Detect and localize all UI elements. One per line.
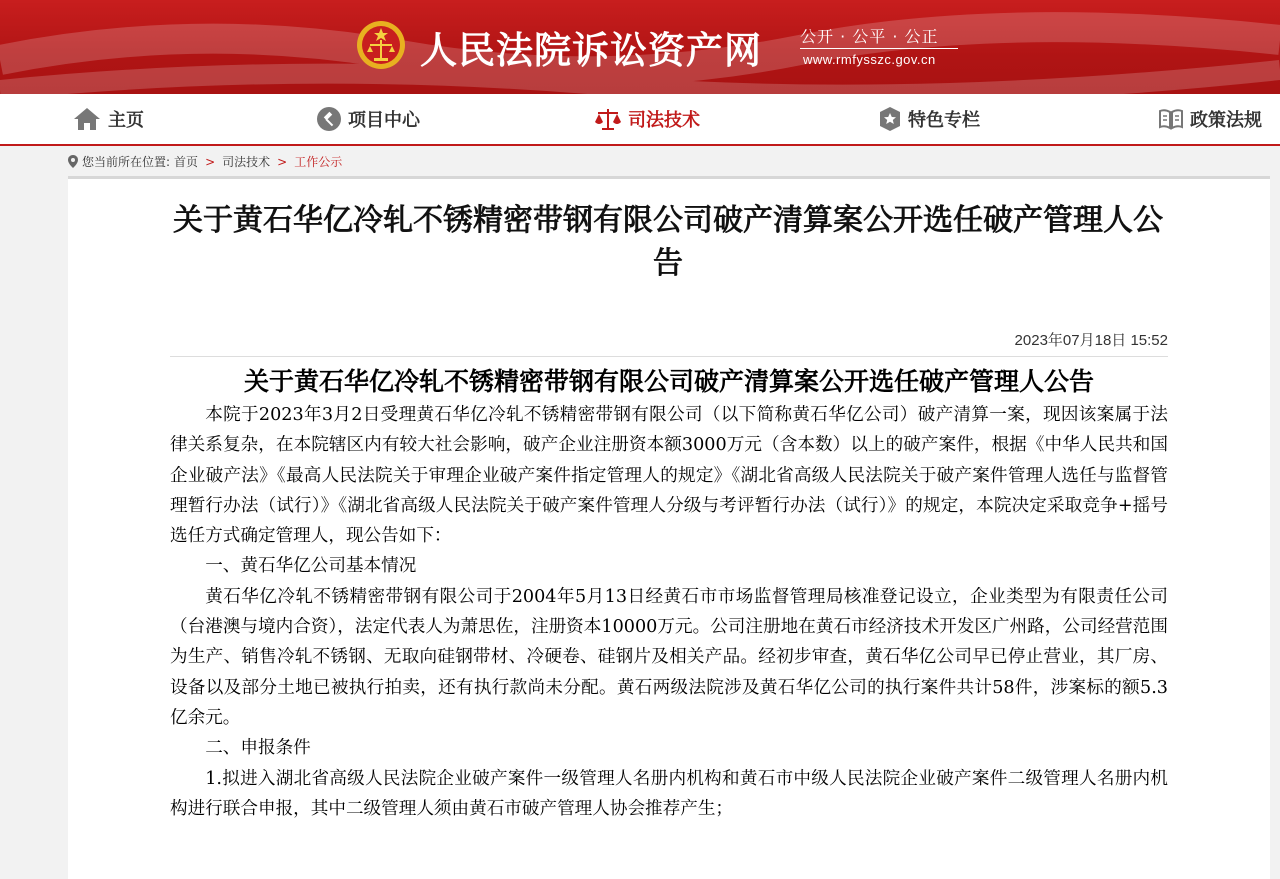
breadcrumb-judicial-tech-link[interactable]: 司法技术: [222, 155, 271, 169]
article-paragraph: 黄石华亿冷轧不锈精密带钢有限公司于2004年5月13日经黄石市市场监督管理局核准登记设立，企业类型为有限责任公司（台港澳与境内合资），法定代表人为萧思佐，注册资本10000万元。公司注册地在黄石市经济技术开发区广州路，公司经营范围为生产、销售冷轧不锈钢、无取向硅钢带材、冷硬卷、硅钢片及相关产品。经初步审查，黄石华亿公司早已停止营业，其厂房、设备以及部分土地已被执行拍卖，还有执行款尚未分配。黄石两级法院涉及黄石华亿公司的执行案件共计58件，涉案标的额5.3亿余元。: [170, 586, 1168, 728]
breadcrumb-separator: >: [205, 154, 216, 169]
breadcrumb-prefix: 您当前所在位置:: [82, 155, 171, 169]
article-section-heading: 二、申报条件: [205, 738, 311, 759]
breadcrumb-home-link[interactable]: 首页: [174, 155, 199, 169]
article-container: [68, 176, 1270, 879]
home-icon: [72, 106, 102, 132]
article-section-heading: 一、黄石华亿公司基本情况: [205, 556, 417, 577]
page-title: 关于黄石华亿冷轧不锈精密带钢有限公司破产清算案公开选任破产管理人公告: [173, 203, 1163, 281]
nav-item-policy[interactable]: [1158, 94, 1262, 144]
scales-icon: [594, 106, 622, 132]
article-paragraph: 1.拟进入湖北省高级人民法院企业破产案件一级管理人名册内机构和黄石市中级人民法院企业破产案件二级管理人名册内机构进行联合申报，其中二级管理人须由黄石市破产管理人协会推荐产生；: [170, 768, 1168, 819]
site-header: [0, 0, 1280, 94]
article-body: [170, 364, 1168, 824]
site-slogan: 公开 · 公平 · 公正: [800, 27, 939, 46]
nav-label-home: 主页: [108, 110, 144, 131]
breadcrumb-current-link[interactable]: 工作公示: [294, 155, 343, 169]
site-title[interactable]: 人民法院诉讼资产网: [420, 29, 762, 72]
nav-item-judicial-tech[interactable]: [594, 94, 700, 144]
nav-label-judicial-tech: 司法技术: [628, 110, 700, 131]
court-emblem-icon[interactable]: [356, 18, 406, 72]
main-nav: [0, 94, 1280, 146]
nav-item-projects[interactable]: [316, 94, 420, 144]
book-icon: [1158, 107, 1184, 131]
publish-date: 2023年07月18日 15:52: [1014, 332, 1168, 349]
nav-item-home[interactable]: [72, 94, 144, 144]
site-domain: www.rmfysszc.gov.cn: [803, 52, 936, 67]
title-divider: [170, 356, 1168, 357]
breadcrumb: [68, 153, 342, 170]
nav-label-features: 特色专栏: [908, 110, 980, 131]
article-heading: 关于黄石华亿冷轧不锈精密带钢有限公司破产清算案公开选任破产管理人公告: [243, 367, 1094, 396]
nav-label-policy: 政策法规: [1190, 110, 1262, 131]
location-pin-icon: [68, 155, 78, 168]
slogan-divider: [800, 48, 958, 49]
badge-icon: [878, 106, 902, 132]
breadcrumb-separator: >: [277, 154, 288, 169]
nav-item-features[interactable]: [878, 94, 980, 144]
nav-label-projects: 项目中心: [348, 110, 420, 131]
gavel-icon: [316, 106, 342, 132]
article-paragraph: 本院于2023年3月2日受理黄石华亿冷轧不锈精密带钢有限公司（以下简称黄石华亿公司）破产清算一案，现因该案属于法律关系复杂，在本院辖区内有较大社会影响，破产企业注册资本额3000万元（含本数）以上的破产案件，根据《中华人民共和国企业破产法》《最高人民法院关于审理企业破产案件指定管理人的规定》《湖北省高级人民法院关于破产案件管理人选任与监督管理暂行办法（试行）》《湖北省高级人民法院关于破产案件管理人分级与考评暂行办法（试行）》的规定，本院决定采取竞争+摇号选任方式确定管理人，现公告如下：: [170, 405, 1168, 547]
